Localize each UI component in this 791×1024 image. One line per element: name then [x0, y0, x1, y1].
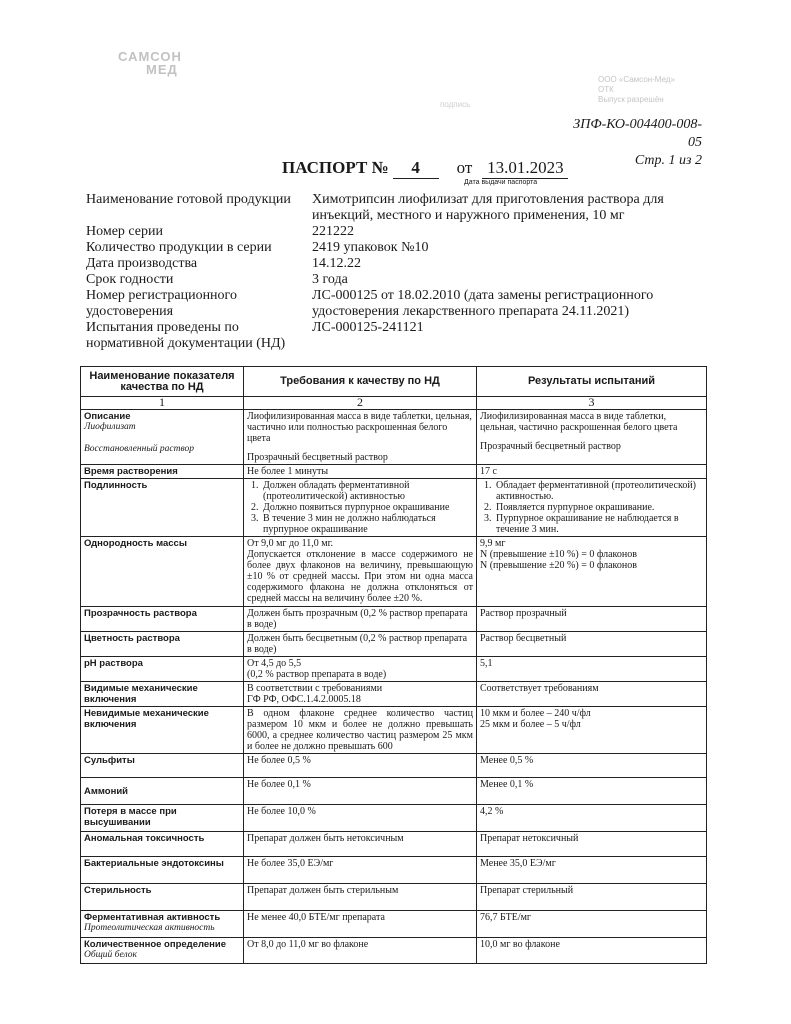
row-name: Ферментативная активность: [84, 912, 221, 923]
table-row: [81, 465, 707, 479]
table-row: [81, 832, 707, 857]
passport-label: ПАСПОРТ №: [282, 158, 389, 177]
table-row: [81, 657, 707, 682]
row-name: Аммоний: [81, 778, 244, 805]
column-number: 2: [244, 397, 477, 410]
requirement: В одном флаконе среднее количество частиц размером 10 мкм и более не должно превышать 6000, а среднее количество частиц размером 25 мкм и более не должно превышать 600: [244, 707, 477, 754]
requirement: Не более 1 минуты: [244, 465, 477, 479]
requirement: (0,2 % раствор препарата в воде): [247, 669, 387, 680]
result: Препарат нетоксичный: [477, 832, 707, 857]
requirement: Не более 10,0 %: [244, 805, 477, 832]
passport-date: 13.01.2023: [482, 158, 568, 179]
result: Менее 0,1 %: [477, 778, 707, 805]
row-name: Потеря в массе при высушивании: [81, 805, 244, 832]
info-value: 2419 упаковок №10: [312, 240, 429, 255]
requirement: Прозрачный бесцветный раствор: [247, 452, 388, 463]
company-logo: [118, 50, 190, 76]
info-label: Срок годности: [86, 272, 174, 287]
result: 4,2 %: [477, 805, 707, 832]
row-subname: Общий белок: [84, 950, 137, 960]
page-number: Стр. 1 из 2: [634, 153, 702, 168]
requirement-item: 1. Должен обладать ферментативной (протеолитической) активностью: [261, 480, 473, 502]
table-header: Результаты испытаний: [477, 367, 707, 397]
result-item: 2. Появляется пурпурное окрашивание.: [494, 502, 703, 513]
info-value: Химотрипсин лиофилизат для приготовления раствора для инъекций, местного и наружного применения, 10 мг: [312, 192, 664, 223]
result: N (превышение ±10 %) = 0 флаконов: [480, 549, 637, 560]
table-row: [81, 632, 707, 657]
info-label: Испытания проведены по нормативной документации (НД): [86, 320, 286, 351]
info-value: 221222: [312, 224, 354, 239]
requirement: Не более 0,5 %: [244, 754, 477, 778]
stamp-line-3: Выпуск разрешён: [598, 95, 664, 104]
table-row: [81, 778, 707, 805]
result: 76,7 БТЕ/мг: [477, 911, 707, 938]
info-value: 3 года: [312, 272, 348, 287]
table-header: Наименование показателя качества по НД: [81, 367, 244, 397]
requirement: ГФ РФ, ОФС.1.4.2.0005.18: [247, 694, 361, 705]
table-row: [81, 537, 707, 607]
row-name: Время растворения: [81, 465, 244, 479]
requirement: Должен быть прозрачным (0,2 % раствор препарата в воде): [244, 607, 477, 632]
row-name: Бактериальные эндотоксины: [81, 857, 244, 884]
column-number: 1: [81, 397, 244, 410]
table-row: [81, 410, 707, 465]
row-name: Аномальная токсичность: [81, 832, 244, 857]
result: 10 мкм и более – 240 ч/фл: [480, 708, 591, 719]
result: Лиофилизированная масса в виде таблетки, цельная, частично раскрошенная белого цвета: [480, 411, 678, 433]
requirement: В соответствии с требованиями: [247, 683, 383, 694]
table-row: [81, 857, 707, 884]
result: 9,9 мг: [480, 538, 506, 549]
result-item: 1. Обладает ферментативной (протеолитической) активностью.: [494, 480, 703, 502]
row-name: Количественное определение: [84, 939, 227, 950]
column-number: 3: [477, 397, 707, 410]
info-label: Номер регистрационного удостоверения: [86, 288, 237, 319]
table-row: [81, 682, 707, 707]
logo-line-2: МЕД: [146, 62, 178, 77]
table-row: [81, 884, 707, 911]
document-number: ЗПФ-КО-004400-008-05: [573, 117, 702, 150]
requirement: Лиофилизированная масса в виде таблетки, цельная, частично или полностью раскрошенная белого цвета: [247, 411, 472, 444]
info-value: ЛС-000125 от 18.02.2010 (дата замены регистрационного удостоверения лекарственного препарата 24.11.2021): [312, 288, 654, 319]
result: 17 с: [477, 465, 707, 479]
requirement: От 4,5 до 5,5: [247, 658, 302, 669]
info-label: Количество продукции в серии: [86, 240, 272, 255]
table-row: [81, 805, 707, 832]
result: Раствор бесцветный: [477, 632, 707, 657]
row-name: Цветность раствора: [81, 632, 244, 657]
result: Менее 35,0 ЕЭ/мг: [477, 857, 707, 884]
row-name: Однородность массы: [81, 537, 244, 607]
faint-stamp-signature: подпись: [440, 100, 471, 109]
requirement: Препарат должен быть стерильным: [244, 884, 477, 911]
result: N (превышение ±20 %) = 0 флаконов: [480, 560, 637, 571]
requirement: Допускается отклонение в массе содержимого не более двух флаконов на величину, превышающую ±10 % от средней массы. При этом ни одна масса содержимого флакона не должна отклоняться от средней массы на величину более ±20 %.: [247, 549, 473, 604]
stamp-line-1: ООО «Самсон-Мед»: [598, 75, 675, 84]
requirement: Не более 35,0 ЕЭ/мг: [244, 857, 477, 884]
result-item: 3. Пурпурное окрашивание не наблюдается в течение 3 мин.: [494, 513, 703, 535]
product-info: [86, 192, 692, 352]
table-row: [81, 938, 707, 964]
row-subname: Протеолитическая активность: [84, 923, 215, 933]
date-caption: Дата выдачи паспорта: [464, 179, 538, 186]
row-name: Сульфиты: [81, 754, 244, 778]
quality-table: [80, 366, 707, 964]
table-row: [81, 754, 707, 778]
requirement: От 9,0 мг до 11,0 мг.: [247, 538, 334, 549]
info-label: Дата производства: [86, 256, 198, 271]
result: 25 мкм и более – 5 ч/фл: [480, 719, 581, 730]
faint-stamp: [598, 75, 675, 105]
requirement: Не более 0,1 %: [244, 778, 477, 805]
table-row: [81, 607, 707, 632]
table-row: [81, 479, 707, 537]
result: 5,1: [477, 657, 707, 682]
requirement: Не менее 40,0 БТЕ/мг препарата: [244, 911, 477, 938]
row-name: Стерильность: [81, 884, 244, 911]
row-name: pH раствора: [81, 657, 244, 682]
passport-number: 4: [393, 158, 439, 179]
result: Соответствует требованиям: [477, 682, 707, 707]
table-row: [81, 707, 707, 754]
info-value: ЛС-000125-241121: [312, 320, 424, 335]
result: Раствор прозрачный: [477, 607, 707, 632]
result: 10,0 мг во флаконе: [477, 938, 707, 964]
row-subname: Лиофилизат: [84, 422, 136, 432]
requirement: Препарат должен быть нетоксичным: [244, 832, 477, 857]
info-value: 14.12.22: [312, 256, 361, 271]
passport-from: от: [456, 158, 473, 177]
result: Препарат стерильный: [477, 884, 707, 911]
row-name: Описание: [84, 411, 131, 422]
table-row: [81, 911, 707, 938]
row-subname: Восстановленный раствор: [84, 444, 194, 454]
row-name: Прозрачность раствора: [81, 607, 244, 632]
document-header: [560, 116, 702, 170]
requirement-item: 3. В течение 3 мин не должно наблюдаться пурпурное окрашивание: [261, 513, 473, 535]
result: Прозрачный бесцветный раствор: [480, 441, 621, 452]
info-label: Наименование готовой продукции: [86, 192, 291, 207]
row-name: Невидимые механические включения: [81, 707, 244, 754]
row-name: Подлинность: [81, 479, 244, 537]
table-header: Требования к качеству по НД: [244, 367, 477, 397]
result: Менее 0,5 %: [477, 754, 707, 778]
stamp-line-2: ОТК: [598, 85, 614, 94]
requirement: Должен быть бесцветным (0,2 % раствор препарата в воде): [244, 632, 477, 657]
requirement-item: 2. Должно появиться пурпурное окрашивание: [261, 502, 473, 513]
logo-line-1: САМСОН: [118, 49, 182, 64]
info-label: Номер серии: [86, 224, 163, 239]
row-name: Видимые механические включения: [81, 682, 244, 707]
passport-title: [282, 158, 568, 179]
requirement: От 8,0 до 11,0 мг во флаконе: [244, 938, 477, 964]
